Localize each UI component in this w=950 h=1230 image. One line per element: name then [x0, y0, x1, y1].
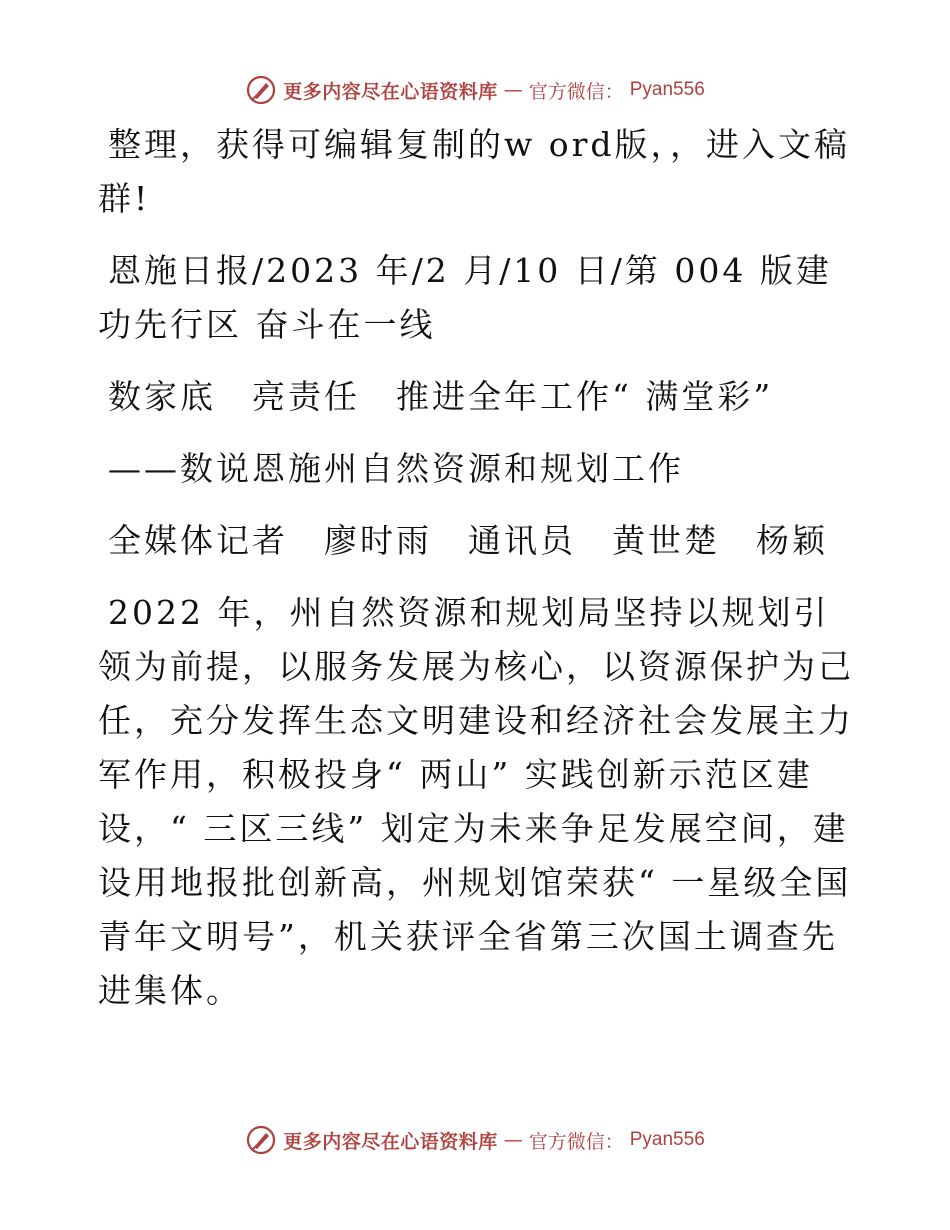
watermark-separator: —	[503, 1129, 523, 1151]
source-line: 恩施日报/2023 年/2 月/10 日/第 004 版建功先行区 奋斗在一线	[98, 251, 832, 344]
watermark-banner-bottom	[0, 1120, 950, 1160]
article-subheadline: ——数说恩施州自然资源和规划工作	[108, 449, 684, 488]
watermark-wechat-id: Pyan556	[629, 79, 705, 100]
watermark-separator: —	[503, 79, 523, 101]
byline: 全媒体记者 廖时雨 通讯员 黄世楚 杨颖	[108, 521, 828, 560]
watermark-banner-top	[0, 70, 950, 110]
intro-paragraph: 整理，获得可编辑复制的w ord版，，进入文稿群!	[98, 125, 851, 218]
quill-pen-icon	[245, 1124, 277, 1156]
article-headline: 数家底 亮责任 推进全年工作“ 满堂彩”	[108, 377, 774, 416]
watermark-wechat-label: 官方微信：	[528, 1130, 624, 1153]
quill-pen-icon	[245, 74, 277, 106]
watermark-site-text: 更多内容尽在心语资料库	[283, 80, 498, 103]
watermark-site-text: 更多内容尽在心语资料库	[283, 1130, 498, 1153]
body-paragraph: 2022 年，州自然资源和规划局坚持以规划引领为前提，以服务发展为核心，以资源保护为己任，充分发挥生态文明建设和经济社会发展主力军作用，积极投身“ 两山” 实践创新示范区建设，“ 三区三线” 划定为未来争足发展空间，建设用地报批创新高，州规划馆荣获“ 一星级全国青年文明号”，机关获评全省第三次国土调查先进集体。	[98, 593, 854, 1010]
document-body	[98, 118, 858, 1036]
watermark-wechat-id: Pyan556	[629, 1129, 705, 1150]
watermark-wechat-label: 官方微信：	[528, 80, 624, 103]
